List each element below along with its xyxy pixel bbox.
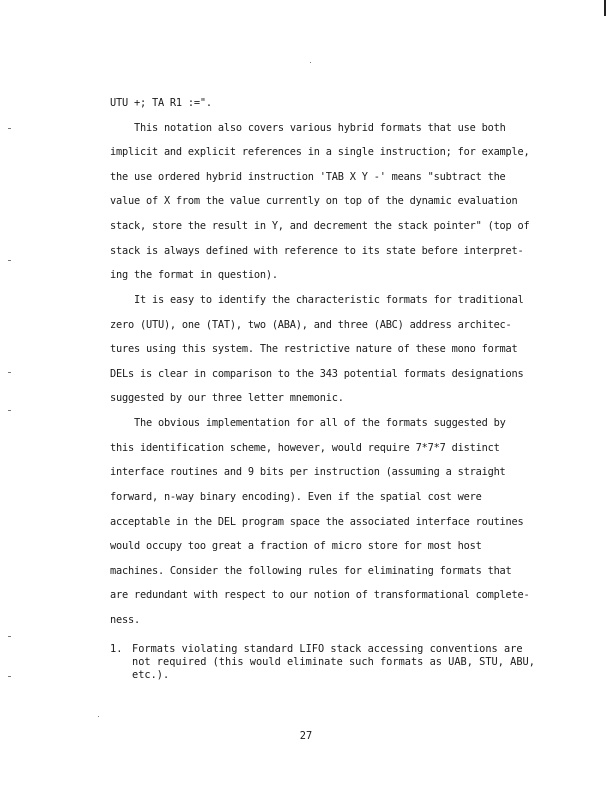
text-line: tures using this system. The restrictive nature of these mono format: [110, 343, 518, 355]
text-line: interface routines and 9 bits per instruction (assuming a straight: [110, 466, 506, 478]
margin-speck: [8, 260, 11, 261]
margin-speck: [8, 128, 11, 129]
list-number: 1.: [110, 643, 123, 655]
text-line: implicit and explicit references in a single instruction; for example,: [110, 146, 530, 158]
margin-speck: [8, 410, 11, 411]
list-item-line: etc.).: [132, 669, 170, 681]
page-number: 27: [299, 730, 313, 742]
text-line: forward, n-way binary encoding). Even if the spatial cost were: [110, 491, 482, 503]
text-line: stack, store the result in Y, and decrement the stack pointer" (top of: [110, 220, 530, 232]
stray-speck: [98, 716, 99, 717]
list-item-line: not required (this would eliminate such formats as UAB, STU, ABU,: [132, 656, 535, 668]
list-item-line: Formats violating standard LIFO stack accessing conventions are: [132, 643, 523, 655]
text-line: ness.: [110, 614, 140, 626]
margin-speck: [8, 372, 11, 373]
margin-speck: [8, 676, 11, 677]
scan-edge-mark: [604, 0, 606, 16]
text-line: [134, 122, 532, 135]
text-line: DELs is clear in comparison to the 343 potential formats designations: [110, 368, 524, 380]
text-line: It is easy to identify the characteristic formats for traditional: [134, 294, 524, 306]
text-line: value of X from the value currently on top of the dynamic evaluation: [110, 195, 518, 207]
text-line: the use ordered hybrid instruction 'TAB X Y -' means "subtract the: [110, 171, 506, 183]
text-line: machines. Consider the following rules for eliminating formats that: [110, 565, 512, 577]
text-line: ing the format in question).: [110, 269, 278, 281]
text-line: The obvious implementation for all of the formats suggested by: [134, 417, 506, 429]
text-line: stack is always defined with reference to its state before interpret-: [110, 245, 524, 257]
text-line: zero (UTU), one (TAT), two (ABA), and three (ABC) address architec-: [110, 319, 512, 331]
text-line: UTU +; TA R1 :=".: [110, 97, 212, 109]
text-line: would occupy too great a fraction of micro store for most host: [110, 540, 482, 552]
text-line: acceptable in the DEL program space the associated interface routines: [110, 516, 524, 528]
margin-speck: [8, 636, 11, 637]
text-line: this identification scheme, however, would require 7*7*7 distinct: [110, 442, 500, 454]
text-line-content: This notation also covers various hybrid formats that use both: [134, 122, 506, 134]
text-line: are redundant with respect to our notion of transformational complete-: [110, 589, 530, 601]
text-line: suggested by our three letter mnemonic.: [110, 392, 344, 404]
stray-speck: [310, 62, 311, 63]
